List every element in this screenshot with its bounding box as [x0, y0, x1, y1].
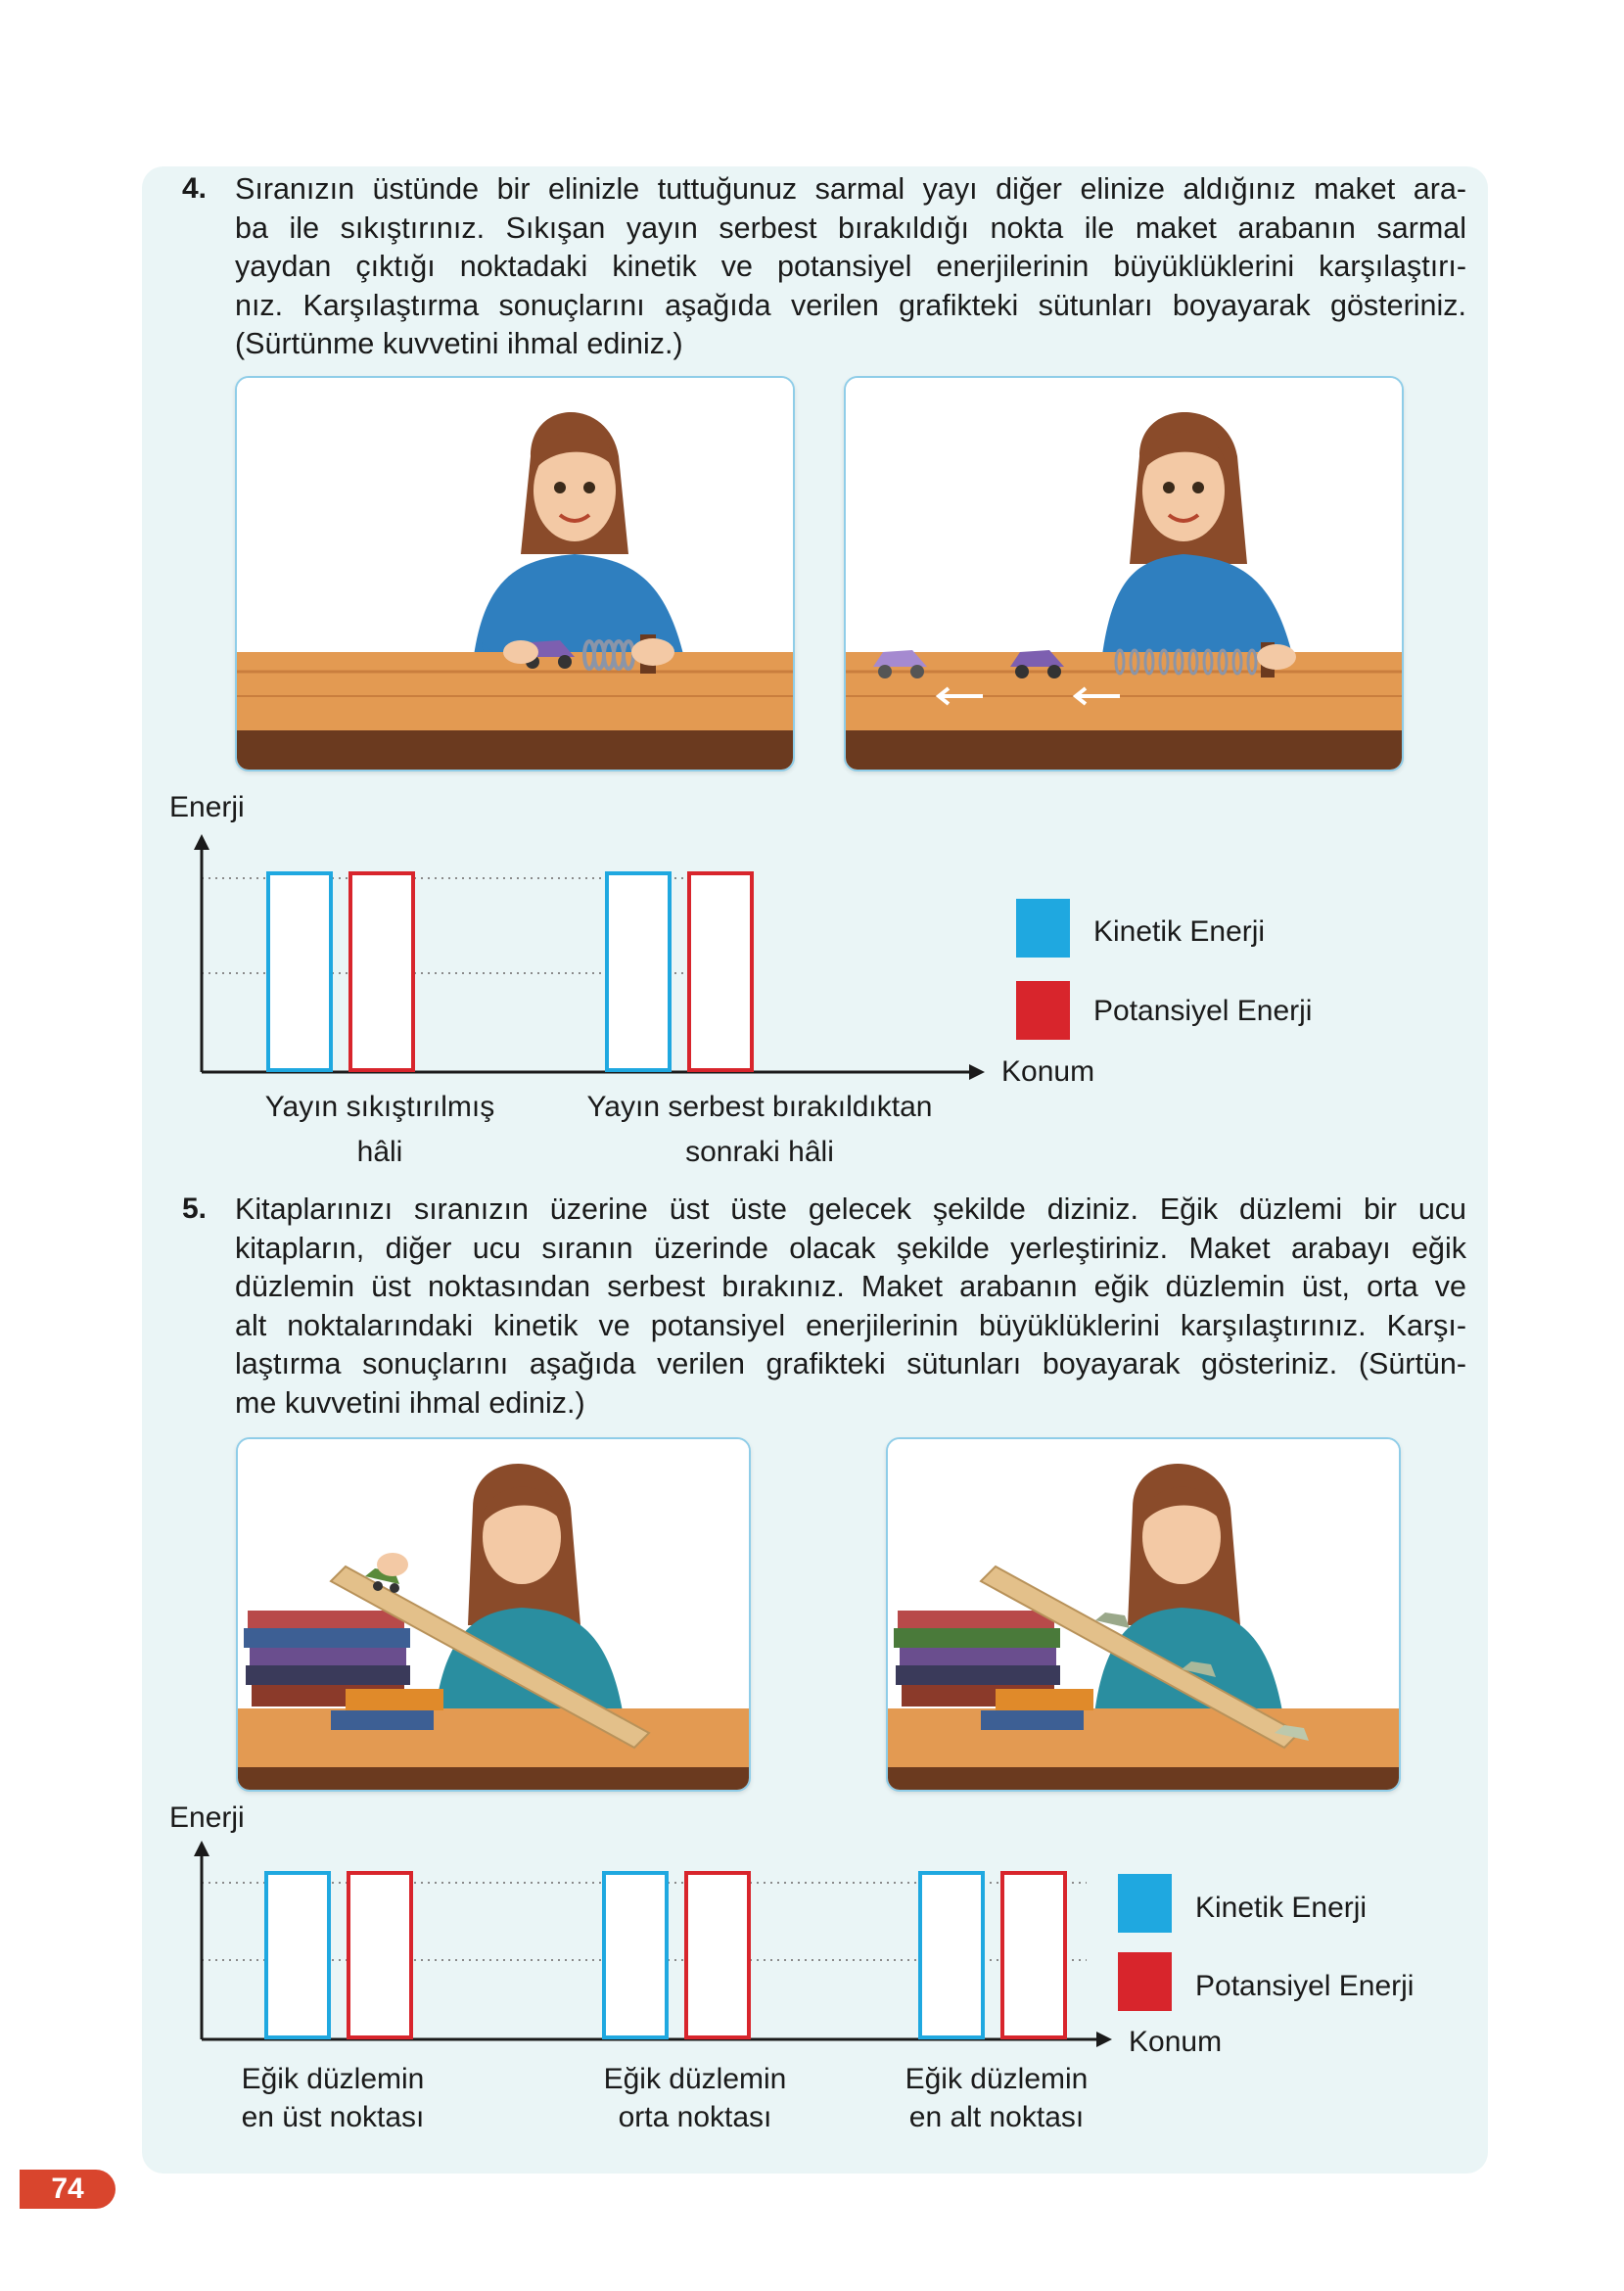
bar-kinetic[interactable]	[607, 873, 670, 1070]
bar-potential[interactable]	[689, 873, 752, 1070]
chart-1-y-axis-arrow	[194, 834, 209, 850]
chart-2-category-label	[201, 2060, 465, 2136]
question-5-line: Kitaplarınızı sıranızın üzerine üst üste gelecek şekilde diziniz. Eğik düzlemi bir ucu	[235, 1192, 1466, 1226]
chart-2-category-line: Eğik düzlemin	[905, 2063, 1089, 2095]
chart-2-x-axis-arrow	[1096, 2032, 1112, 2047]
chart-2-bars	[266, 1873, 1065, 2037]
chart-1-category-line: Yayın serbest bırakıldıktan	[586, 1091, 933, 1123]
chart-2	[186, 1839, 1204, 2093]
chart-2-category-label	[563, 2060, 827, 2136]
question-5-line: me kuvvetini ihmal ediniz.)	[235, 1385, 585, 1420]
question-4-line: ba ile sıkıştırınız. Sıkışan yayın serbest bırakıldığı nokta ile maket arabanın sarmal	[235, 210, 1466, 245]
bar-potential[interactable]	[686, 1873, 749, 2037]
question-5-line: kitapların, diğer ucu sıranın üzerinde olacak şekilde yerleştiriniz. Maket arabayı eğik	[235, 1231, 1466, 1265]
question-4-text	[235, 170, 1466, 364]
bar-potential[interactable]	[348, 1873, 411, 2037]
chart-1-legend-swatch-potential	[1016, 981, 1070, 1040]
chart-1-legend-swatch-kinetic	[1016, 899, 1070, 958]
chart-1-category-line: sonraki hâli	[685, 1136, 834, 1168]
chart-2-legend-swatch-kinetic	[1118, 1874, 1172, 1933]
chart-1	[186, 832, 998, 1087]
question-4-line: Sıranızın üstünde bir elinizle tuttuğunuz sarmal yayı diğer elinize aldığınız maket ara-	[235, 172, 1466, 206]
question-5-line: alt noktalarındaki kinetik ve potansiyel enerjilerinin büyüklüklerini karşılaştırınız. Karşı-	[235, 1308, 1466, 1342]
bar-potential[interactable]	[1002, 1873, 1065, 2037]
bar-potential[interactable]	[350, 873, 413, 1070]
illustration-incline-motion	[886, 1437, 1401, 1792]
bar-kinetic[interactable]	[920, 1873, 983, 2037]
chart-1-category-line: Yayın sıkıştırılmış	[264, 1091, 495, 1123]
bar-kinetic[interactable]	[268, 873, 331, 1070]
illustration-incline-motion-drawing	[888, 1439, 1399, 1790]
page-number: 74	[20, 2170, 116, 2209]
question-5-line: düzlemin üst noktasından serbest bırakınız. Maket arabanın eğik düzlemin üst, orta ve	[235, 1270, 1466, 1303]
chart-2-category-line: Eğik düzlemin	[241, 2063, 425, 2095]
chart-1-bars	[268, 873, 752, 1070]
chart-2-category-line: orta noktası	[618, 2101, 772, 2133]
chart-2-xlabel: Konum	[1129, 2026, 1223, 2058]
question-5-number: 5.	[182, 1192, 208, 1225]
chart-1-ylabel: Enerji	[169, 791, 245, 823]
chart-2-category-line: en alt noktası	[908, 2101, 1085, 2133]
illustration-incline-top	[236, 1437, 751, 1792]
question-4-line: (Sürtünme kuvvetini ihmal ediniz.)	[235, 327, 683, 360]
question-5-line: laştırma sonuçlarını aşağıda verilen grafikteki sütunları boyayarak gösteriniz. (Sürtün-	[235, 1347, 1466, 1380]
chart-2-legend-label-kinetic: Kinetik Enerji	[1195, 1892, 1368, 1924]
bar-kinetic[interactable]	[604, 1873, 667, 2037]
chart-1-xlabel: Konum	[1001, 1055, 1095, 1088]
question-4-line: nız. Karşılaştırma sonuçlarını aşağıda verilen grafikteki sütunları boyayarak gösteriniz.	[235, 288, 1466, 322]
illustration-spring-compressed-drawing	[237, 378, 793, 770]
chart-2-legend-label-potential: Potansiyel Enerji	[1195, 1970, 1415, 2002]
illustration-spring-compressed	[235, 376, 795, 771]
chart-1-category-label	[554, 1085, 965, 1175]
illustration-incline-top-drawing	[238, 1439, 749, 1790]
chart-2-legend-swatch-potential	[1118, 1952, 1172, 2011]
question-5-text	[235, 1191, 1466, 1423]
question-4-line: yaydan çıktığı noktadaki kinetik ve potansiyel enerjilerinin büyüklüklerini karşılaştırı-	[235, 250, 1466, 283]
question-4-number: 4.	[182, 172, 208, 205]
chart-1-category-line: hâli	[356, 1136, 403, 1168]
illustration-spring-released-drawing	[846, 378, 1402, 770]
chart-1-legend-label-kinetic: Kinetik Enerji	[1093, 915, 1266, 948]
chart-1-legend-label-potential: Potansiyel Enerji	[1093, 995, 1313, 1027]
bar-kinetic[interactable]	[266, 1873, 329, 2037]
chart-2-category-line: en üst noktası	[241, 2101, 425, 2133]
chart-1-category-label	[223, 1085, 536, 1175]
chart-2-y-axis-arrow	[194, 1841, 209, 1856]
illustration-spring-released	[844, 376, 1404, 771]
chart-2-category-line: Eğik düzlemin	[603, 2063, 787, 2095]
chart-2-category-label	[864, 2060, 1129, 2136]
chart-1-x-axis-arrow	[969, 1064, 985, 1080]
chart-2-ylabel: Enerji	[169, 1801, 245, 1834]
